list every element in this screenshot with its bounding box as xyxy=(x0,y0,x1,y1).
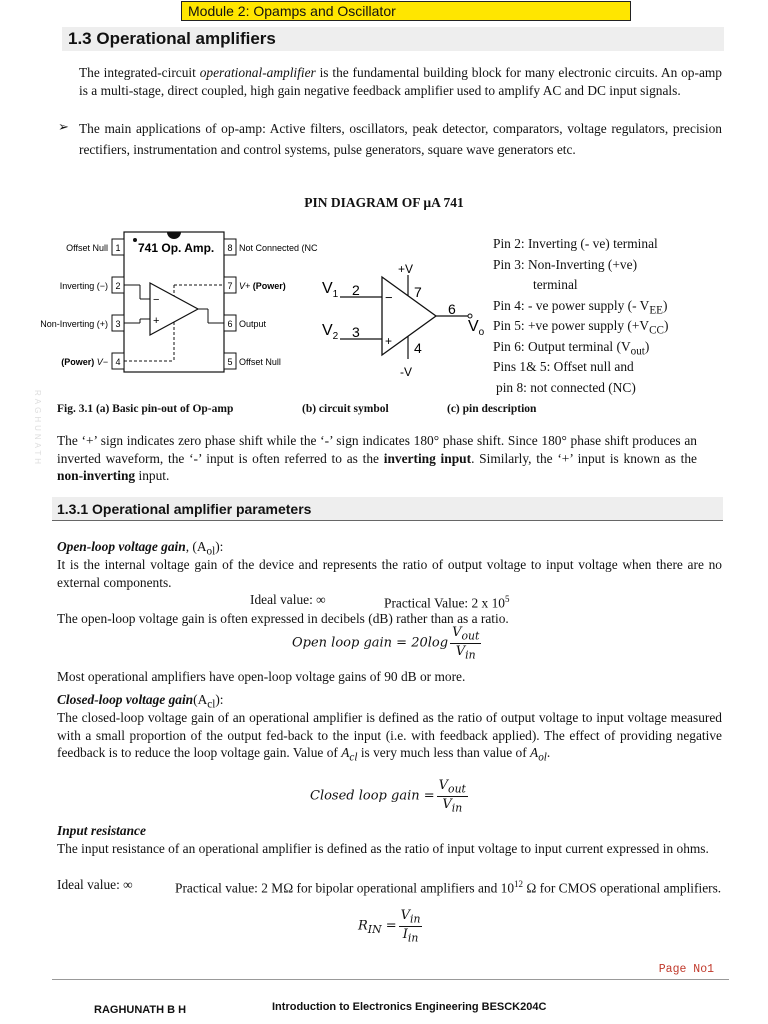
open-loop-num xyxy=(450,625,481,644)
sym-plus: + xyxy=(385,334,393,348)
pin6-desc xyxy=(493,339,649,358)
sym-pin4: 4 xyxy=(414,340,422,356)
internal-minus: − xyxy=(153,294,160,306)
input-resistance-den-main: I xyxy=(402,926,408,942)
closed-loop-desc-sym1: A xyxy=(341,745,350,760)
subsection-heading: 1.3.1 Operational amplifier parameters xyxy=(52,497,723,521)
v1-label-sub: 1 xyxy=(332,289,339,300)
v2-label-sub: 2 xyxy=(332,331,339,342)
open-loop-ideal: Ideal value: ∞ xyxy=(250,592,326,607)
pin4-desc-pre: Pin 4: - ve power supply (- V xyxy=(493,298,650,313)
pin6-desc-pre: Pin 6: Output terminal (V xyxy=(493,339,631,354)
closed-loop-desc1: The closed-loop voltage gain of an operational amplifier is defined as the ratio of output voltage to input voltage measured with a small proportion of the output fed-back to the input (i.e. with feedback applied). The effect of providing negative feedback is to reduce the loop voltage gain. Value of xyxy=(57,710,722,760)
input-resistance-practical-pre: Practical value: 2 MΩ for bipolar operational amplifiers and 10 xyxy=(175,880,515,896)
pin-num-3: 3 xyxy=(115,319,121,329)
intro-paragraph xyxy=(79,64,722,99)
opamp-circuit-symbol xyxy=(318,255,490,385)
footer-author: RAGHUNATH B H xyxy=(94,1004,187,1016)
pin8-label: Not Connected (NC xyxy=(239,243,318,253)
closed-loop-sym-post: ): xyxy=(215,692,224,707)
open-loop-fraction xyxy=(450,625,481,661)
pin4-desc-sub: EE xyxy=(649,304,663,317)
pin7-label xyxy=(239,281,286,291)
closed-loop-desc3: . xyxy=(546,745,551,760)
v1-label xyxy=(322,280,339,300)
open-loop-practical-exp: 5 xyxy=(504,594,510,604)
pin5-label: Offset Null xyxy=(239,357,281,367)
pin5-desc xyxy=(493,318,668,337)
closed-loop-den xyxy=(437,797,468,815)
closed-loop-formula xyxy=(310,778,468,814)
open-loop-formula-lhs: Open loop gain = 20log xyxy=(292,635,449,651)
pin-num-1: 1 xyxy=(115,243,121,253)
closed-loop-den-main: V xyxy=(442,796,452,812)
pin4-desc-post: ) xyxy=(662,298,668,313)
pin1-dot xyxy=(133,238,137,242)
input-resistance-formula xyxy=(358,908,422,944)
ic-pinout-diagram xyxy=(40,225,320,380)
input-resistance-formula-eq: = xyxy=(381,918,397,934)
open-loop-formula xyxy=(292,625,481,661)
footer-course: Introduction to Electronics Engineering BESCK204C xyxy=(272,1001,547,1013)
fig-caption-b: (b) circuit symbol xyxy=(302,403,389,415)
module-banner: Module 2: Opamps and Oscillator xyxy=(181,1,631,21)
v2-label-main: V xyxy=(322,322,333,339)
v2-label xyxy=(322,322,339,342)
closed-loop-desc-sym2: A xyxy=(530,745,539,760)
input-resistance-den xyxy=(399,927,423,945)
input-resistance-title xyxy=(57,822,722,840)
pin-num-6: 6 xyxy=(227,319,233,329)
open-loop-den xyxy=(450,644,481,662)
fig-caption-c: (c) pin description xyxy=(447,403,537,415)
input-resistance-num-sub: in xyxy=(409,912,421,926)
input-resistance-num-main: V xyxy=(400,908,410,923)
pin3-label: Non-Inverting (+) xyxy=(40,319,108,329)
phase-note-b2: non-inverting xyxy=(57,468,136,483)
open-loop-practical xyxy=(384,591,509,612)
intro-post: is the fundamental building block for many electronic circuits. An op-amp is a multi-stage, direct coupled, high gain negative feedback amplifier used to amplify AC and DC input signals. xyxy=(79,65,722,98)
v1-label-main: V xyxy=(322,280,333,297)
vo-label-main: V xyxy=(468,318,479,335)
plus-v-label: +V xyxy=(398,262,414,276)
watermark: RAGHUNATH xyxy=(33,390,42,468)
input-resistance-practical xyxy=(57,876,722,897)
bullet-arrow-icon: ➢ xyxy=(58,119,69,134)
open-loop-den-main: V xyxy=(455,643,466,659)
pin4-label xyxy=(61,357,108,367)
pin-num-7: 7 xyxy=(227,281,233,291)
input-resistance-title-text: Input resistance xyxy=(57,823,146,838)
input-resistance-formula-lhs-sub: IN xyxy=(367,923,382,937)
open-loop-sym-sub: ol xyxy=(206,545,216,558)
pin2-desc: Pin 2: Inverting (- ve) terminal xyxy=(493,236,658,251)
pin5-desc-pre: Pin 5: +ve power supply (+V xyxy=(493,318,650,333)
phase-note-paragraph xyxy=(57,432,697,485)
input-resistance-den-sub: in xyxy=(407,931,419,945)
phase-note-b1: inverting input xyxy=(383,450,472,466)
closed-loop-fraction xyxy=(437,778,468,814)
sym-pin7: 7 xyxy=(414,284,422,300)
closed-loop-num-sub: out xyxy=(448,782,466,796)
input-resistance-num xyxy=(399,908,423,927)
sym-pin3: 3 xyxy=(352,324,360,340)
closed-loop-den-sub: in xyxy=(451,801,463,815)
applications-paragraph: The main applications of op-amp: Active filters, oscillators, peak detector, comparators, voltage regulators, precision rectifiers, instrumentation and control systems, pulse generators, square wave generators etc. xyxy=(79,121,722,157)
intro-term: operational-amplifier xyxy=(199,65,316,80)
pin-diagram-title: PIN DIAGRAM OF µA 741 xyxy=(304,195,464,210)
open-loop-num-sub: out xyxy=(461,629,480,643)
closed-loop-desc xyxy=(57,709,722,767)
open-loop-num-main: V xyxy=(452,625,462,640)
closed-loop-desc-sym1-sub: cl xyxy=(349,751,358,764)
sym-minus: − xyxy=(385,290,393,305)
pin-num-5: 5 xyxy=(227,357,233,367)
open-loop-db-note: The open-loop voltage gain is often expressed in decibels (dB) rather than as a ratio. xyxy=(57,611,509,626)
vo-label xyxy=(468,318,485,338)
phase-note-p1: The ‘+’ sign indicates zero phase shift while the ‘-’ sign indicates 180° phase shift. Since 180° phase shift produces an inverted waveform, the ‘-’ input is often referred to as the xyxy=(57,433,697,466)
closed-loop-sym-sub: cl xyxy=(207,698,216,711)
pin4-label-a: (Power) xyxy=(61,357,95,367)
internal-plus: + xyxy=(153,315,160,327)
pin4-label-b: V− xyxy=(94,357,108,367)
closed-loop-num-main: V xyxy=(438,778,449,793)
fig-caption-a: Fig. 3.1 (a) Basic pin-out of Op-amp xyxy=(57,403,234,415)
pin5-desc-sub: CC xyxy=(649,324,664,337)
pin7-label-b: (Power) xyxy=(250,281,286,291)
input-resistance-formula-lhs: R xyxy=(358,918,368,934)
minus-v-label: -V xyxy=(400,365,412,379)
sym-pin2: 2 xyxy=(352,282,360,298)
open-loop-sym-pre: , (A xyxy=(185,539,207,554)
closed-loop-sym-pre: (A xyxy=(193,692,208,707)
sym-pin6: 6 xyxy=(448,301,456,317)
input-resistance-practical-post: Ω for CMOS operational amplifiers. xyxy=(523,880,722,896)
closed-loop-num xyxy=(437,778,468,797)
open-loop-desc: It is the internal voltage gain of the device and represents the ratio of output voltage to input voltage when there are no external components. xyxy=(57,557,722,590)
open-loop-den-sub: in xyxy=(465,648,476,662)
pin6-desc-post: ) xyxy=(644,339,650,354)
footer-divider xyxy=(52,979,729,980)
open-loop-sym-post: ): xyxy=(215,539,224,554)
pin7-label-a: V+ xyxy=(239,281,251,291)
open-loop-note: Most operational amplifiers have open-loop voltage gains of 90 dB or more. xyxy=(57,669,466,684)
pin-num-2: 2 xyxy=(115,281,121,291)
pin6-label: Output xyxy=(239,319,267,329)
pin1-label: Offset Null xyxy=(66,243,108,253)
input-resistance-ideal: Ideal value: ∞ xyxy=(57,877,133,892)
phase-note-p2: . Similarly, the ‘+’ input is known as the xyxy=(471,450,697,466)
intro-pre: The integrated-circuit xyxy=(79,65,200,80)
section-heading: 1.3 Operational amplifiers xyxy=(62,27,724,51)
open-loop-practical-text: Practical Value: 2 x 10 xyxy=(384,595,505,611)
input-resistance-desc: The input resistance of an operational amplifier is defined as the ratio of input voltage to input current expressed in ohms. xyxy=(57,841,709,856)
pins15-desc: Pins 1& 5: Offset null and xyxy=(493,359,634,374)
pin5-desc-post: ) xyxy=(663,318,669,333)
page-number: Page No1 xyxy=(658,963,714,976)
input-resistance-fraction xyxy=(399,908,423,944)
vo-label-sub: o xyxy=(478,327,485,338)
chip-label: 741 Op. Amp. xyxy=(138,241,215,255)
pin3-desc: Pin 3: Non-Inverting (+ve) xyxy=(493,257,638,272)
closed-loop-desc2: is very much less than value of xyxy=(357,745,531,760)
pin4-desc xyxy=(493,298,667,317)
pin-num-8: 8 xyxy=(227,243,233,253)
phase-note-p3: input. xyxy=(135,468,170,483)
closed-loop-desc-sym2-sub: ol xyxy=(538,751,547,764)
closed-loop-title-text: Closed-loop voltage gain xyxy=(57,692,194,707)
input-resistance-practical-exp: 12 xyxy=(514,879,524,889)
open-loop-title-text: Open-loop voltage gain xyxy=(57,539,186,554)
pin6-desc-sub: out xyxy=(630,345,645,358)
pin8-desc: pin 8: not connected (NC) xyxy=(496,380,636,395)
closed-loop-formula-lhs: Closed loop gain = xyxy=(310,788,435,804)
pin-num-4: 4 xyxy=(115,357,121,367)
pin3-desc-cont: terminal xyxy=(533,277,578,292)
pin2-label: Inverting (−) xyxy=(59,281,108,291)
